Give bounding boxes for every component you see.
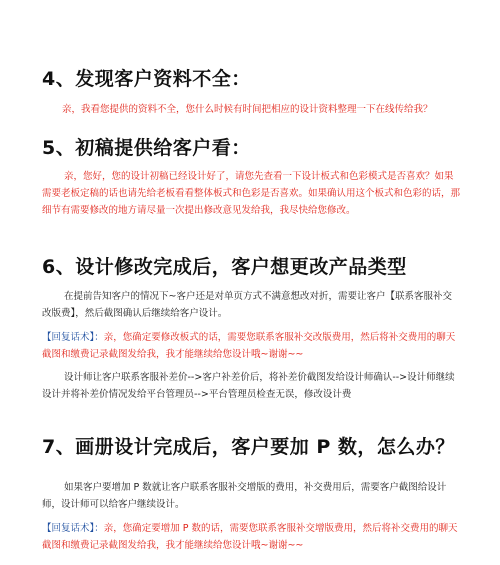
section-4-text: 亲，我看您提供的资料不全，您什么时候有时间把相应的设计资料整理一下在线传给我？ — [62, 104, 433, 115]
section-6-heading: 6、设计修改完成后，客户想更改产品类型 — [42, 256, 407, 278]
section-5-heading: 5、初稿提供给客户看： — [42, 137, 251, 159]
section-7-heading: 7、画册设计完成后，客户要加 P 数，怎么办？ — [42, 436, 455, 458]
section-4-heading: 4、发现客户资料不全： — [42, 68, 251, 90]
section-7-reply-text: 亲，您确定要增加 P 数的话，需要您联系客服补交增版费用，然后将补交费用的聊天截图和缴费记录截图发给我，我才能继续给您设计哦~谢谢~~ — [42, 523, 458, 551]
section-6-reply — [42, 329, 460, 363]
section-7-reply-tag: 【回复话术】： — [42, 523, 104, 534]
section-7-instruction: 如果客户要增加 P 数就让客户联系客服补交增版的费用，补交费用后，需要客户截图给设计师，设计师可以给客户继续设计。 — [42, 482, 447, 510]
section-5-text: 亲，您好，您的设计初稿已经设计好了，请您先查看一下设计板式和色彩模式是否喜欢？如果需要老板定稿的话也请先给老板看看整体板式和色彩是否喜欢。如果确认用这个板式和色彩的话，那细节有需要修改的地方请尽量一次提出修改意见发给我，我尽快给您修改。 — [42, 171, 461, 216]
section-6-process: 设计师让客户联系客服补差价-->客户补差价后，将补差价截图发给设计师确认-->设计师继续设计并将补差价情况发给平台管理员-->平台管理员检查无误，修改设计费 — [42, 372, 455, 400]
section-6-reply-tag: 【回复话术】： — [42, 332, 104, 343]
section-6-reply-text: 亲，您确定要修改板式的话，需要您联系客服补交改版费用，然后将补交费用的聊天截图和缴费记录截图发给我，我才能继续给您设计哦~谢谢~~ — [42, 332, 456, 360]
section-7-reply — [42, 520, 460, 554]
section-6-instruction: 在提前告知客户的情况下~客户还是对单页方式不满意想改对折，需要让客户【联系客服补交改版费】，然后截图确认后继续给客户设计。 — [42, 291, 452, 319]
